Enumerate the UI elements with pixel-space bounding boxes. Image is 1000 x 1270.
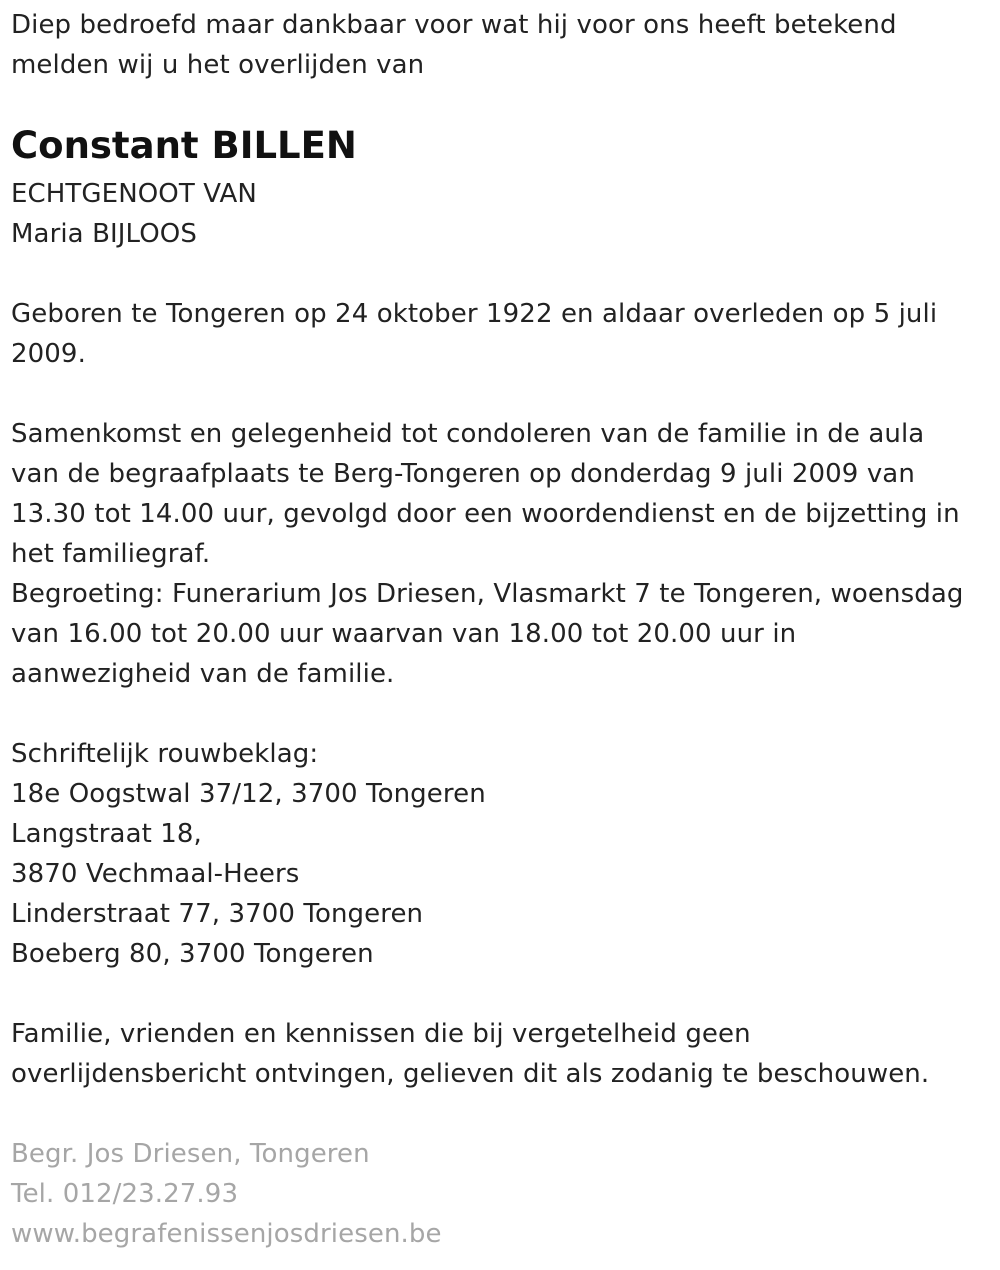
intro-text	[11, 5, 897, 85]
deceased-name: Constant BILLEN	[11, 124, 357, 167]
relation-label: ECHTGENOOT VAN	[11, 179, 257, 209]
undertaker-phone: Tel. 012/23.27.93	[11, 1179, 239, 1209]
closing-line: Familie, vrienden en kennissen die bij vergetelheid geen	[11, 1019, 751, 1049]
address-line: Langstraat 18,	[11, 819, 202, 849]
visitation-line: Begroeting: Funerarium Jos Driesen, Vlasmarkt 7 te Tongeren, woensdag	[11, 579, 964, 609]
ceremony-line: Samenkomst en gelegenheid tot condoleren van de familie in de aula	[11, 419, 925, 449]
birth-death-line: Geboren te Tongeren op 24 oktober 1922 en aldaar overleden op 5 juli	[11, 299, 938, 329]
ceremony-text	[11, 414, 963, 694]
undertaker-info	[11, 1134, 442, 1254]
closing-line: overlijdensbericht ontvingen, gelieven dit als zodanig te beschouwen.	[11, 1059, 930, 1089]
condolence-heading: Schriftelijk rouwbeklag:	[11, 739, 319, 769]
birth-death-line: 2009.	[11, 339, 86, 369]
intro-line: melden wij u het overlijden van	[11, 50, 425, 80]
closing-text	[11, 1014, 929, 1094]
visitation-line: van 16.00 tot 20.00 uur waarvan van 18.00 tot 20.00 uur in	[11, 619, 797, 649]
spouse-name: Maria BIJLOOS	[11, 219, 197, 249]
undertaker-name: Begr. Jos Driesen, Tongeren	[11, 1139, 370, 1169]
address-line: Boeberg 80, 3700 Tongeren	[11, 939, 374, 969]
undertaker-website: www.begrafenissenjosdriesen.be	[11, 1219, 442, 1249]
spouse-block	[11, 174, 257, 254]
address-line: 18e Oogstwal 37/12, 3700 Tongeren	[11, 779, 486, 809]
condolence-addresses	[11, 734, 486, 974]
ceremony-line: het familiegraf.	[11, 539, 211, 569]
intro-line: Diep bedroefd maar dankbaar voor wat hij voor ons heeft betekend	[11, 10, 897, 40]
ceremony-line: van de begraafplaats te Berg-Tongeren op donderdag 9 juli 2009 van	[11, 459, 915, 489]
address-line: Linderstraat 77, 3700 Tongeren	[11, 899, 424, 929]
ceremony-line: 13.30 tot 14.00 uur, gevolgd door een woordendienst en de bijzetting in	[11, 499, 960, 529]
address-line: 3870 Vechmaal-Heers	[11, 859, 300, 889]
visitation-line: aanwezigheid van de familie.	[11, 659, 395, 689]
birth-death-text	[11, 294, 937, 374]
